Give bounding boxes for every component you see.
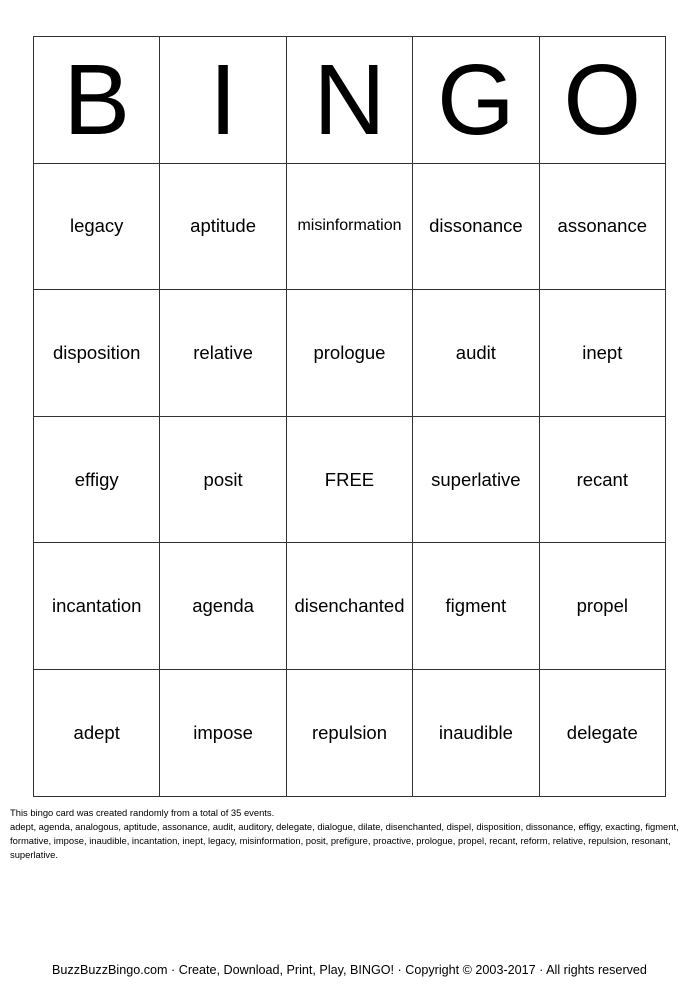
header-row [34,37,666,164]
header-letter-i: I [160,37,286,164]
card-cell: incantation [34,543,160,670]
card-cell: misinformation [286,163,412,290]
card-cell: prologue [286,290,412,417]
header-letter-n: N [286,37,412,164]
card-cell: inept [539,290,665,417]
footer-text: BuzzBuzzBingo.com · Create, Download, Print, Play, BINGO! · Copyright © 2003-2017 · All rights reserved [52,963,647,977]
card-row-1 [34,163,666,290]
card-cell: assonance [539,163,665,290]
card-cell: delegate [539,669,665,796]
card-row-2 [34,290,666,417]
card-cell: superlative [413,416,539,543]
card-cell: aptitude [160,163,286,290]
card-cell: figment [413,543,539,670]
card-cell: recant [539,416,665,543]
free-space-cell: FREE [286,416,412,543]
header-letter-g: G [413,37,539,164]
header-letter-b: B [34,37,160,164]
card-cell: inaudible [413,669,539,796]
card-row-5 [34,669,666,796]
card-cell: agenda [160,543,286,670]
card-cell: effigy [34,416,160,543]
card-cell: dissonance [413,163,539,290]
bingo-card [33,36,666,797]
card-cell: adept [34,669,160,796]
card-cell: disenchanted [286,543,412,670]
card-cell: audit [413,290,539,417]
header-letter-o: O [539,37,665,164]
card-row-4 [34,543,666,670]
card-cell: disposition [34,290,160,417]
card-cell: repulsion [286,669,412,796]
card-cell: relative [160,290,286,417]
card-cell: legacy [34,163,160,290]
card-info [10,806,690,862]
created-note: This bingo card was created randomly from a total of 35 events. [10,807,275,818]
events-list: adept, agenda, analogous, aptitude, assonance, audit, auditory, delegate, dialogue, dilate, disenchanted, dispel, disposition, dissonance, effigy, exacting, figment, formative, impose, inaudible, incantation, inept, legacy, misinformation, posit, prefigure, proactive, prologue, propel, recant, reform, relative, repulsion, resonant, superlative. [10,821,679,860]
card-cell: propel [539,543,665,670]
card-row-3 [34,416,666,543]
card-cell: posit [160,416,286,543]
card-cell: impose [160,669,286,796]
